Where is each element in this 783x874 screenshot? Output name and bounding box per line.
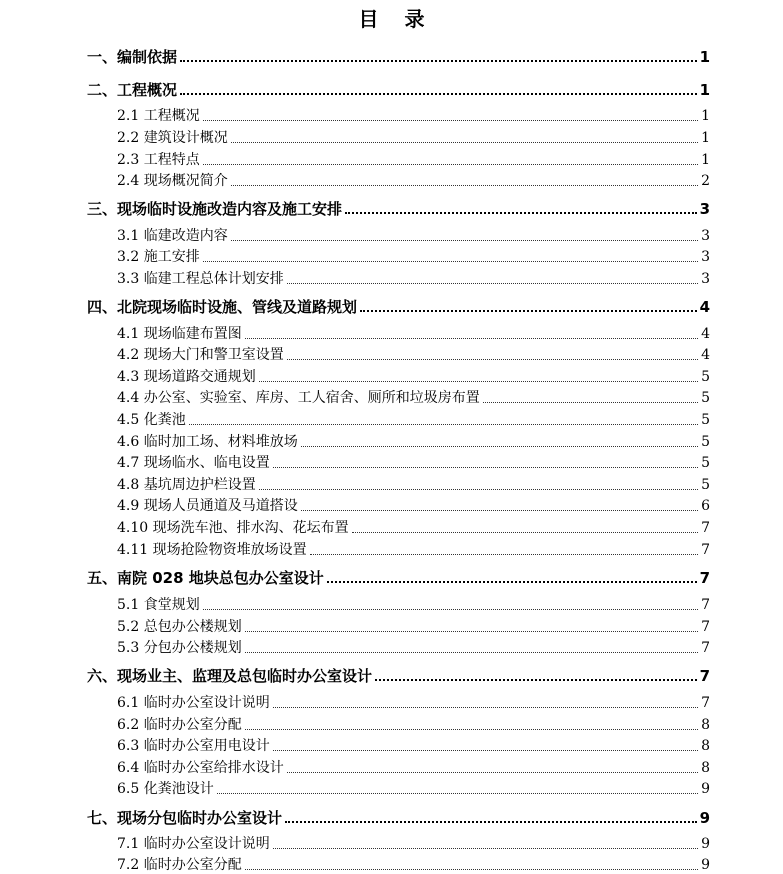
toc-page-number: 1 — [701, 130, 710, 146]
toc-page-number: 7 — [701, 640, 710, 656]
toc-page-number: 8 — [701, 738, 710, 754]
toc-page-number: 8 — [701, 760, 710, 776]
toc-chapter-entry[interactable] — [87, 569, 710, 587]
dot-leader — [231, 240, 698, 241]
title-char: 录 — [404, 7, 425, 31]
toc-entry-label: 五、南院 028 地块总包办公室设计 — [87, 569, 324, 587]
toc-section-entry[interactable] — [117, 695, 710, 712]
dot-leader — [259, 489, 698, 490]
toc-entry-label: 5.2 总包办公楼规划 — [117, 619, 242, 635]
toc-entry-label: 4.3 现场道路交通规划 — [117, 369, 256, 385]
toc-entry-label: 四、北院现场临时设施、管线及道路规划 — [87, 298, 358, 316]
toc-chapter-entry[interactable] — [87, 81, 710, 99]
dot-leader — [231, 142, 698, 143]
toc-page-number: 7 — [701, 542, 710, 558]
toc-page-number: 5 — [701, 455, 710, 471]
toc-page-number: 1 — [701, 152, 710, 168]
page-title — [0, 8, 783, 30]
toc-entry-label: 4.10 现场洗车池、排水沟、花坛布置 — [117, 520, 349, 536]
toc-page-number: 1 — [699, 48, 710, 66]
dot-leader — [287, 359, 698, 360]
dot-leader — [259, 381, 698, 382]
toc-entry-label: 3.3 临建工程总体计划安排 — [117, 271, 284, 287]
toc-section-entry[interactable] — [117, 836, 710, 853]
toc-entry-label: 4.1 现场临建布置图 — [117, 326, 242, 342]
toc-chapter-entry[interactable] — [87, 667, 710, 685]
toc-section-entry[interactable] — [117, 542, 710, 559]
toc-entry-label: 2.4 现场概况简介 — [117, 173, 228, 189]
toc-section-entry[interactable] — [117, 640, 710, 657]
toc-entry-label: 4.4 办公室、实验室、库房、工人宿舍、厕所和垃圾房布置 — [117, 390, 480, 406]
toc-entry-label: 5.3 分包办公楼规划 — [117, 640, 242, 656]
dot-leader — [203, 164, 698, 165]
toc-page-number: 3 — [701, 249, 710, 265]
toc-page-number: 9 — [699, 809, 710, 827]
toc-entry-label: 4.2 现场大门和警卫室设置 — [117, 347, 284, 363]
toc-entry-label: 2.1 工程概况 — [117, 108, 200, 124]
toc-page-number: 6 — [701, 498, 710, 514]
toc-entry-label: 二、工程概况 — [87, 81, 178, 99]
toc-page-number: 9 — [701, 836, 710, 852]
dot-leader — [245, 652, 698, 653]
dot-leader — [301, 446, 698, 447]
toc-page-number: 5 — [701, 412, 710, 428]
dot-leader — [301, 510, 698, 511]
toc-page-number: 7 — [699, 569, 710, 587]
dot-leader — [327, 581, 697, 583]
toc-section-entry[interactable] — [117, 498, 710, 515]
dot-leader — [375, 679, 697, 681]
toc-entry-label: 5.1 食堂规划 — [117, 597, 200, 613]
toc-entry-label: 2.2 建筑设计概况 — [117, 130, 228, 146]
toc-entry-label: 七、现场分包临时办公室设计 — [87, 809, 283, 827]
toc-section-entry[interactable] — [117, 760, 710, 777]
dot-leader — [231, 185, 698, 186]
toc-entry-label: 6.2 临时办公室分配 — [117, 717, 242, 733]
toc-chapter-entry[interactable] — [87, 48, 710, 66]
toc-entry-label: 6.4 临时办公室给排水设计 — [117, 760, 284, 776]
toc-page-number: 1 — [699, 81, 710, 99]
toc-entry-label: 4.5 化粪池 — [117, 412, 186, 428]
toc-chapter-entry[interactable] — [87, 200, 710, 218]
toc-entry-label: 4.11 现场抢险物资堆放场设置 — [117, 542, 307, 558]
toc-section-entry[interactable] — [117, 597, 710, 614]
toc-page-number: 3 — [701, 271, 710, 287]
dot-leader — [203, 609, 698, 610]
dot-leader — [245, 338, 698, 339]
dot-leader — [273, 467, 698, 468]
dot-leader — [245, 729, 698, 730]
dot-leader — [245, 631, 698, 632]
toc-section-entry[interactable] — [117, 152, 710, 169]
toc-section-entry[interactable] — [117, 271, 710, 288]
dot-leader — [287, 283, 698, 284]
toc-section-entry[interactable] — [117, 477, 710, 494]
toc-entry-label: 2.3 工程特点 — [117, 152, 200, 168]
toc-page-number: 2 — [701, 173, 710, 189]
toc-section-entry[interactable] — [117, 412, 710, 429]
dot-leader — [189, 424, 698, 425]
toc-entry-label: 4.7 现场临水、临电设置 — [117, 455, 270, 471]
toc-entry-label: 三、现场临时设施改造内容及施工安排 — [87, 200, 343, 218]
toc-section-entry[interactable] — [117, 857, 710, 874]
toc-page-number: 5 — [701, 390, 710, 406]
toc-entry-label: 3.1 临建改造内容 — [117, 228, 228, 244]
dot-leader — [310, 554, 698, 555]
toc-page-number: 5 — [701, 477, 710, 493]
dot-leader — [203, 261, 698, 262]
toc-page-number: 7 — [701, 520, 710, 536]
toc-page-number: 3 — [701, 228, 710, 244]
toc-page-number: 4 — [701, 347, 710, 363]
toc-section-entry[interactable] — [117, 347, 710, 364]
toc-chapter-entry[interactable] — [87, 809, 710, 827]
toc-page-number: 8 — [701, 717, 710, 733]
dot-leader — [345, 212, 697, 214]
toc-section-entry[interactable] — [117, 738, 710, 755]
toc-page-number: 4 — [699, 298, 710, 316]
toc-section-entry[interactable] — [117, 781, 710, 798]
toc-entry-label: 3.2 施工安排 — [117, 249, 200, 265]
toc-entry-label: 7.1 临时办公室设计说明 — [117, 836, 270, 852]
toc-page-number: 4 — [701, 326, 710, 342]
toc-section-entry[interactable] — [117, 130, 710, 147]
toc-section-entry[interactable] — [117, 390, 710, 407]
dot-leader — [245, 869, 698, 870]
toc-section-entry[interactable] — [117, 619, 710, 636]
toc-section-entry[interactable] — [117, 369, 710, 386]
dot-leader — [217, 793, 698, 794]
toc-entry-label: 6.3 临时办公室用电设计 — [117, 738, 270, 754]
toc-section-entry[interactable] — [117, 249, 710, 266]
toc-section-entry[interactable] — [117, 717, 710, 734]
toc-page-number: 7 — [701, 695, 710, 711]
toc-page-number: 3 — [699, 200, 710, 218]
toc-entry-label: 一、编制依据 — [87, 48, 178, 66]
toc-section-entry[interactable] — [117, 108, 710, 125]
toc-entry-label: 六、现场业主、监理及总包临时办公室设计 — [87, 667, 373, 685]
toc-entry-label: 7.2 临时办公室分配 — [117, 857, 242, 873]
toc-entry-label: 4.8 基坑周边护栏设置 — [117, 477, 256, 493]
toc-page-number: 7 — [701, 597, 710, 613]
toc-section-entry[interactable] — [117, 455, 710, 472]
toc-page-number: 7 — [699, 667, 710, 685]
dot-leader — [352, 532, 698, 533]
toc-section-entry[interactable] — [117, 326, 710, 343]
toc-page-number: 5 — [701, 434, 710, 450]
dot-leader — [273, 707, 698, 708]
toc-entry-label: 6.1 临时办公室设计说明 — [117, 695, 270, 711]
toc-page-number: 1 — [701, 108, 710, 124]
toc-section-entry[interactable] — [117, 520, 710, 537]
dot-leader — [483, 402, 698, 403]
title-char: 目 — [358, 7, 379, 31]
toc-entry-label: 4.6 临时加工场、材料堆放场 — [117, 434, 298, 450]
dot-leader — [180, 93, 697, 95]
toc-page-number: 9 — [701, 857, 710, 873]
dot-leader — [285, 821, 697, 823]
toc-section-entry[interactable] — [117, 228, 710, 245]
dot-leader — [273, 750, 698, 751]
dot-leader — [273, 848, 698, 849]
dot-leader — [360, 310, 697, 312]
dot-leader — [287, 772, 698, 773]
toc-entry-label: 6.5 化粪池设计 — [117, 781, 214, 797]
dot-leader — [180, 60, 697, 62]
toc-page-number: 5 — [701, 369, 710, 385]
toc-page-number: 9 — [701, 781, 710, 797]
toc-chapter-entry[interactable] — [87, 298, 710, 316]
toc-section-entry[interactable] — [117, 434, 710, 451]
toc-page-number: 7 — [701, 619, 710, 635]
toc-section-entry[interactable] — [117, 173, 710, 190]
dot-leader — [203, 120, 698, 121]
toc-entry-label: 4.9 现场人员通道及马道搭设 — [117, 498, 298, 514]
